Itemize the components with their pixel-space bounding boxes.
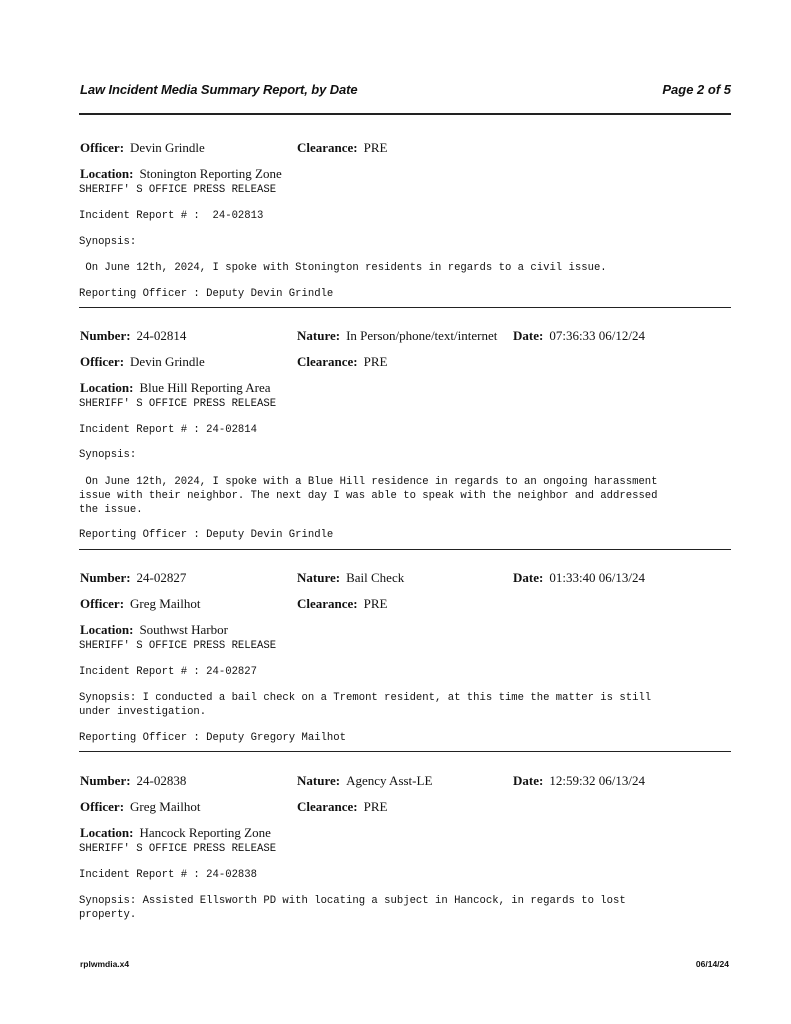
record-1-reporting-officer: Reporting Officer : Deputy Devin Grindle (79, 288, 334, 300)
record-4-officer: Officer: Greg Mailhot (80, 799, 201, 814)
footer-report-code: rplwmdia.x4 (80, 959, 130, 969)
record-3-reporting-officer: Reporting Officer : Deputy Gregory Mailhot (79, 732, 347, 744)
report-title: Law Incident Media Summary Report, by Date (80, 82, 358, 97)
record-3-number: Number: 24-02827 (80, 570, 187, 585)
record-4-release: SHERIFF' S OFFICE PRESS RELEASE (79, 843, 277, 855)
record-2-synopsis: On June 12th, 2024, I spoke with a Blue Hill residence in regards to an ongoing harassment issue with their neighbor. The next day I was able to speak with the neighbor and addressed the issue. (79, 476, 658, 516)
record-1-synopsis: On June 12th, 2024, I spoke with Stonington residents in regards to a civil issue. (79, 262, 607, 274)
record-3-clearance: Clearance: PRE (297, 596, 388, 611)
page-number: Page 2 of 5 (662, 82, 731, 97)
record-3-nature: Nature: Bail Check (297, 570, 405, 585)
record-2-officer: Officer: Devin Grindle (80, 354, 205, 369)
record-3-officer: Officer: Greg Mailhot (80, 596, 201, 611)
record-4-clearance: Clearance: PRE (297, 799, 388, 814)
record-2-reporting-officer: Reporting Officer : Deputy Devin Grindle (79, 529, 334, 541)
record-divider (79, 751, 731, 752)
record-3-date: Date: 01:33:40 06/13/24 (513, 570, 646, 585)
record-1-officer: Officer: Devin Grindle (80, 140, 205, 155)
record-2-nature: Nature: In Person/phone/text/internet (297, 328, 498, 343)
record-divider (79, 549, 731, 550)
record-1-release: SHERIFF' S OFFICE PRESS RELEASE (79, 184, 277, 196)
record-4-nature: Nature: Agency Asst-LE (297, 773, 433, 788)
record-4-incident: Incident Report # : 24-02838 (79, 869, 258, 881)
record-2-synopsis-label: Synopsis: (79, 449, 137, 461)
record-2-clearance: Clearance: PRE (297, 354, 388, 369)
record-1-location: Location: Stonington Reporting Zone (80, 166, 282, 181)
record-2-number: Number: 24-02814 (80, 328, 187, 343)
record-4-location: Location: Hancock Reporting Zone (80, 825, 271, 840)
record-4-synopsis: Synopsis: Assisted Ellsworth PD with locating a subject in Hancock, in regards to lost property. (79, 895, 626, 921)
record-3-synopsis: Synopsis: I conducted a bail check on a Tremont resident, at this time the matter is still under investigation. (79, 692, 652, 718)
record-2-release: SHERIFF' S OFFICE PRESS RELEASE (79, 398, 277, 410)
record-3-incident: Incident Report # : 24-02827 (79, 666, 258, 678)
record-2-location: Location: Blue Hill Reporting Area (80, 380, 271, 395)
record-divider (79, 307, 731, 308)
record-3-release: SHERIFF' S OFFICE PRESS RELEASE (79, 640, 277, 652)
record-2-incident: Incident Report # : 24-02814 (79, 424, 258, 436)
record-1-synopsis-label: Synopsis: (79, 236, 137, 248)
header-divider (79, 113, 731, 115)
record-4-date: Date: 12:59:32 06/13/24 (513, 773, 646, 788)
footer-print-date: 06/14/24 (695, 959, 729, 969)
record-1-clearance: Clearance: PRE (297, 140, 388, 155)
record-4-number: Number: 24-02838 (80, 773, 187, 788)
record-2-date: Date: 07:36:33 06/12/24 (513, 328, 646, 343)
record-1-incident: Incident Report # : 24-02813 (79, 210, 264, 222)
record-3-location: Location: Southwst Harbor (80, 622, 228, 637)
